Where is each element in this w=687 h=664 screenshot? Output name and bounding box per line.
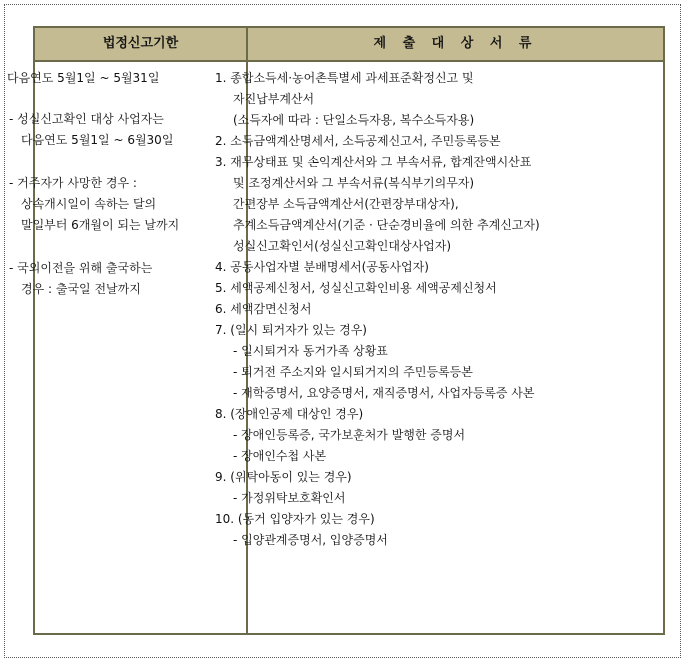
document-line: - 입양관계증명서, 입양증명서 <box>233 533 388 547</box>
document-line: (소득자에 따라 : 단일소득자용, 복수소득자용) <box>233 113 475 127</box>
deadline-line: 말일부터 6개월이 되는 날까지 <box>21 218 180 232</box>
document-line: - 일시퇴거자 동거가족 상황표 <box>233 344 388 358</box>
table-header <box>35 28 663 62</box>
deadline-line: - 국외이전을 위해 출국하는 <box>9 261 153 275</box>
document-line: - 가정위탁보호확인서 <box>233 491 346 505</box>
document-line: 추계소득금액계산서(기준 · 단순경비율에 의한 추계신고자) <box>233 218 540 232</box>
document-line: 2. 소득금액계산명세서, 소득공제신고서, 주민등록등본 <box>215 134 501 148</box>
document-line: 1. 종합소득세·농어촌특별세 과세표준확정신고 및 <box>215 71 474 85</box>
document-line: 5. 세액공제신청서, 성실신고확인비용 세액공제신청서 <box>215 281 497 295</box>
document-line: - 장애인수첩 사본 <box>233 449 327 463</box>
document-line: 3. 재무상태표 및 손익계산서와 그 부속서류, 합계잔액시산표 <box>215 155 532 169</box>
document-line: 및 조정계산서와 그 부속서류(복식부기의무자) <box>233 176 475 190</box>
deadline-line: - 거주자가 사망한 경우 : <box>9 176 137 190</box>
deadline-line: 다음연도 5월1일 ~ 5월31일 <box>7 71 160 85</box>
document-line: - 재학증명서, 요양증명서, 재직증명서, 사업자등록증 사본 <box>233 386 535 400</box>
deadline-line: 다음연도 5월1일 ~ 6월30일 <box>21 133 174 147</box>
document-line: 8. (장애인공제 대상인 경우) <box>215 407 364 421</box>
document-line: 간편장부 소득금액계산서(간편장부대상자), <box>233 197 459 211</box>
document-line: 10. (동거 입양자가 있는 경우) <box>215 512 375 526</box>
document-line: 7. (일시 퇴거자가 있는 경우) <box>215 323 367 337</box>
document-line: 자진납부계산서 <box>233 92 315 106</box>
deadline-line: 상속개시일이 속하는 달의 <box>21 197 157 211</box>
header-documents: 제 출 대 상 서 류 <box>373 36 538 51</box>
document-line: 성실신고확인서(성실신고확인대상사업자) <box>233 239 452 253</box>
document-line: - 퇴거전 주소지와 일시퇴거지의 주민등록등본 <box>233 365 473 379</box>
deadline-line: 경우 : 출국일 전날까지 <box>21 282 141 296</box>
document-line: 4. 공동사업자별 분배명세서(공동사업자) <box>215 260 429 274</box>
deadline-line: - 성실신고확인 대상 사업자는 <box>9 112 164 126</box>
document-line: 6. 세액감면신청서 <box>215 302 312 316</box>
document-line: - 장애인등록증, 국가보훈처가 발행한 증명서 <box>233 428 466 442</box>
document-line: 9. (위탁아동이 있는 경우) <box>215 470 352 484</box>
header-deadline: 법정신고기한 <box>102 36 179 51</box>
